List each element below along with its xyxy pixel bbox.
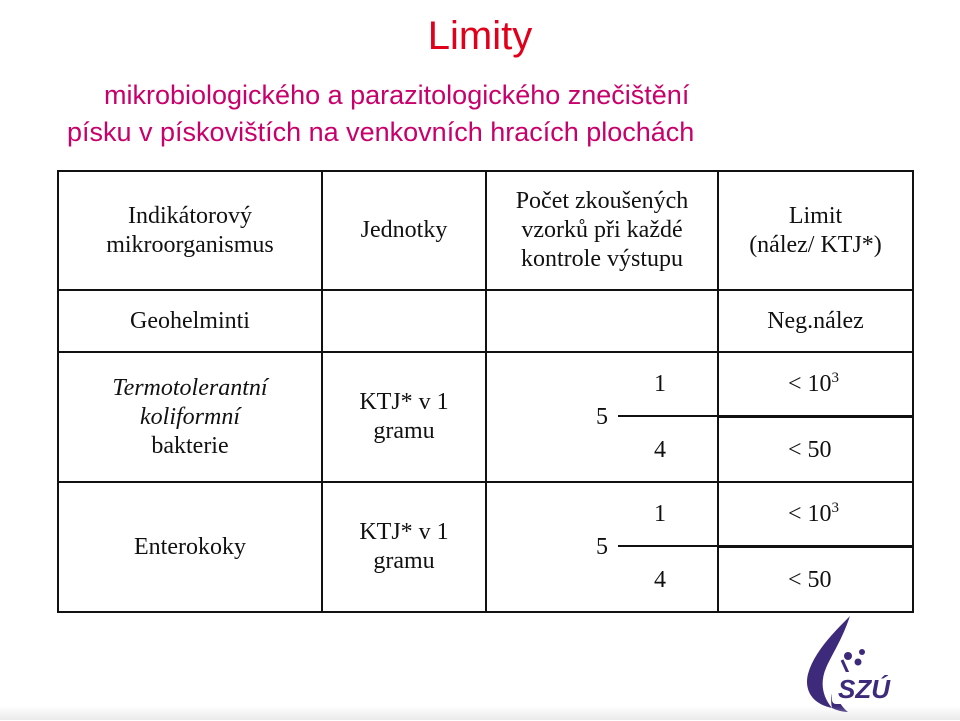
subtitle-line-2: písku v pískovištích na venkovních hracích plochách <box>67 117 695 147</box>
termotolerantni-subrow-1 <box>618 351 912 417</box>
termotolerantni-count-2-text: 4 <box>654 437 666 463</box>
enterokoky-subrow-1 <box>618 481 912 547</box>
header-limit: Limit (nález/ KTJ*) <box>718 171 913 290</box>
termotolerantni-limit-1-text: < $10^3$ <box>788 370 840 397</box>
table-row-geohelminti <box>58 290 913 352</box>
enterokoky-samples: 5 <box>486 482 718 612</box>
termotolerantni-limit-2-text: < 50 <box>788 437 832 463</box>
enterokoky-units: KTJ* v 1 gramu <box>322 482 486 612</box>
header-samples: Počet zkoušených vzorků při každé kontrole výstupu <box>486 171 718 290</box>
enterokoky-limit-2-text: < 50 <box>788 567 832 593</box>
termotolerantni-subrow-2 <box>618 417 912 479</box>
enterokoky-count-1-text: 1 <box>654 501 666 527</box>
header-units: Jednotky <box>322 171 486 290</box>
enterokoky-count-2-text: 4 <box>654 567 666 593</box>
geohelminti-units <box>322 290 486 352</box>
szu-logo-text: SZÚ <box>838 674 890 704</box>
termotolerantni-units: KTJ* v 1 gramu <box>322 352 486 482</box>
subtitle-line-1: mikrobiologického a parazitologického znečištění <box>104 80 690 110</box>
page-title: Limity <box>427 14 533 58</box>
szu-logo-graphic <box>792 612 912 716</box>
enterokoky-subrow-2 <box>618 547 912 609</box>
geohelminti-name: Geohelminti <box>58 290 322 352</box>
geohelminti-samples <box>486 290 718 352</box>
termotolerantni-name: Termotolerantní koliformní bakterie <box>58 352 322 482</box>
termotolerantni-samples: 5 <box>486 352 718 482</box>
table-header-row <box>58 171 913 290</box>
enterokoky-name: Enterokoky <box>58 482 322 612</box>
geohelminti-limit: Neg.nález <box>718 290 913 352</box>
bottom-shadow <box>0 706 960 720</box>
header-indicator: Indikátorový mikroorganismus <box>58 171 322 290</box>
termotolerantni-count-1-text: 1 <box>654 371 666 397</box>
limit-subtable <box>618 351 912 611</box>
enterokoky-limit-1-text: < $10^3$ <box>788 500 840 527</box>
szu-logo-icon <box>792 612 912 716</box>
